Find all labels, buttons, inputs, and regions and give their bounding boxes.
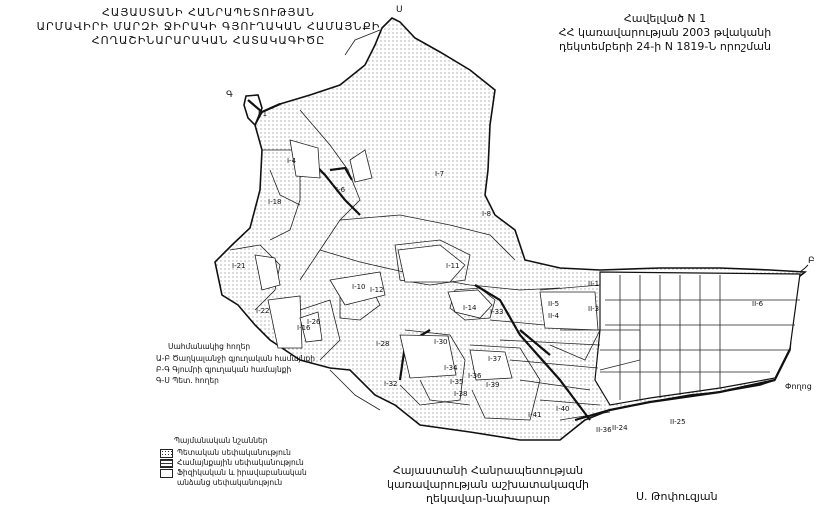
title-line-2: ԱՐՄԱՎԻՐԻ ՄԱՐԶԻ ՋԻՐԱԿԻ ԳՅՈՒՂԱԿԱՆ ՀԱՄԱՅՆՔԻ (36, 20, 381, 33)
legend-row-state (160, 448, 307, 458)
plot-label: I-8 (482, 210, 492, 218)
map-title (36, 6, 381, 48)
plot-label: I-35 (450, 378, 464, 386)
plot-label: II-6 (752, 300, 764, 308)
plot-label: I-38 (454, 390, 468, 398)
plot-label: I-18 (268, 198, 282, 206)
dots-swatch (160, 449, 173, 458)
plot-label: II-5 (548, 300, 560, 308)
plot-label: I-21 (232, 262, 246, 270)
plot-label: I-7 (435, 170, 445, 178)
appendix-header (520, 12, 810, 54)
boundary-legend-header: Սահմանակից հողեր (168, 342, 251, 351)
signature-line-1: Հայաստանի Հանրապետության (392, 464, 584, 477)
boundary-east-edge (800, 265, 808, 272)
signer-name: Ս. Թոփուզյան (636, 490, 718, 503)
blank-swatch (160, 469, 173, 478)
plot-label: I-1 (258, 110, 268, 118)
plot-label: I-16 (297, 324, 311, 332)
plot-label: I-11 (446, 262, 460, 270)
plot-label: II-4 (548, 312, 560, 320)
plot-label: I-10 (352, 283, 366, 291)
compass-west: Գ (226, 90, 233, 100)
appendix-line-2: ՀՀ կառավարության 2003 թվականի (558, 26, 772, 39)
plot-label: I-37 (488, 355, 502, 363)
plot-label: I-41 (528, 411, 542, 419)
signature-line-3: ղեկավար-նախարար (425, 492, 551, 505)
symbol-legend-header: Պայմանական նշաններ (174, 436, 268, 445)
plot-label: I-32 (384, 380, 398, 388)
legend-text: անձանց սեփականություն (177, 478, 283, 487)
lines-swatch (160, 459, 173, 468)
plot-label: I-36 (468, 372, 482, 380)
boundary-legend-item: Ա-Բ Ծաղկալանջի գյուղական համայնքի (156, 354, 316, 363)
compass-east: Բ (808, 256, 815, 266)
plot-label: II-25 (670, 418, 686, 426)
appendix-line-1: Հավելված N 1 (623, 12, 707, 25)
plot-label: II-24 (612, 424, 628, 432)
plot-label: I-33 (490, 308, 504, 316)
road-label: Փողոց (785, 382, 812, 391)
plot-label: I-40 (556, 405, 570, 413)
plot-label: II-1 (588, 280, 600, 288)
plot-label: II-3 (588, 305, 600, 313)
legend-row-community (160, 458, 307, 468)
plot-label: I-6 (336, 186, 346, 194)
legend-text: Ֆիզիկական և իրավաբանական (177, 468, 307, 477)
legend-text: Պետական սեփականություն (177, 448, 291, 457)
appendix-line-3: դեկտեմբերի 24-ի N 1819-Ն որոշման (559, 40, 771, 53)
eastern-block (595, 272, 800, 405)
boundary-legend-item: Բ-Գ Գյումրի գյուղական համայնքի (156, 365, 292, 374)
plot-label: I-28 (376, 340, 390, 348)
compass-north: Ս (396, 5, 403, 15)
legend-text: Համայնքային սեփականություն (177, 458, 304, 467)
signature-line-2: կառավարության աշխատակազմի (387, 478, 589, 491)
plot-label: I-34 (444, 364, 458, 372)
plot-label: I-4 (287, 157, 297, 165)
symbol-legend (160, 436, 307, 488)
plot-label: II-36 (596, 426, 612, 434)
legend-row-private-cont (160, 478, 307, 488)
plot-label: I-12 (370, 286, 384, 294)
plot-label: I-14 (463, 304, 477, 312)
plot-label: I-30 (434, 338, 448, 346)
plot-label: I-22 (256, 307, 270, 315)
title-line-1: ՀԱՅԱՍՏԱՆԻ ՀԱՆՐԱՊԵՏՈՒԹՅԱՆ (102, 6, 315, 19)
plot-label: I-39 (486, 381, 500, 389)
plot-label: I-26 (307, 318, 321, 326)
legend-row-private (160, 468, 307, 478)
boundary-legend-item: Գ-Ս Պետ. հողեր (156, 376, 219, 385)
signature-block (368, 464, 608, 506)
title-line-3: ՀՈՂԱՇԻՆԱՐԱՐԱԿԱՆ ՀԱՏԱԿԱԳԻԾԸ (91, 34, 326, 47)
boundary-legend (156, 342, 315, 387)
